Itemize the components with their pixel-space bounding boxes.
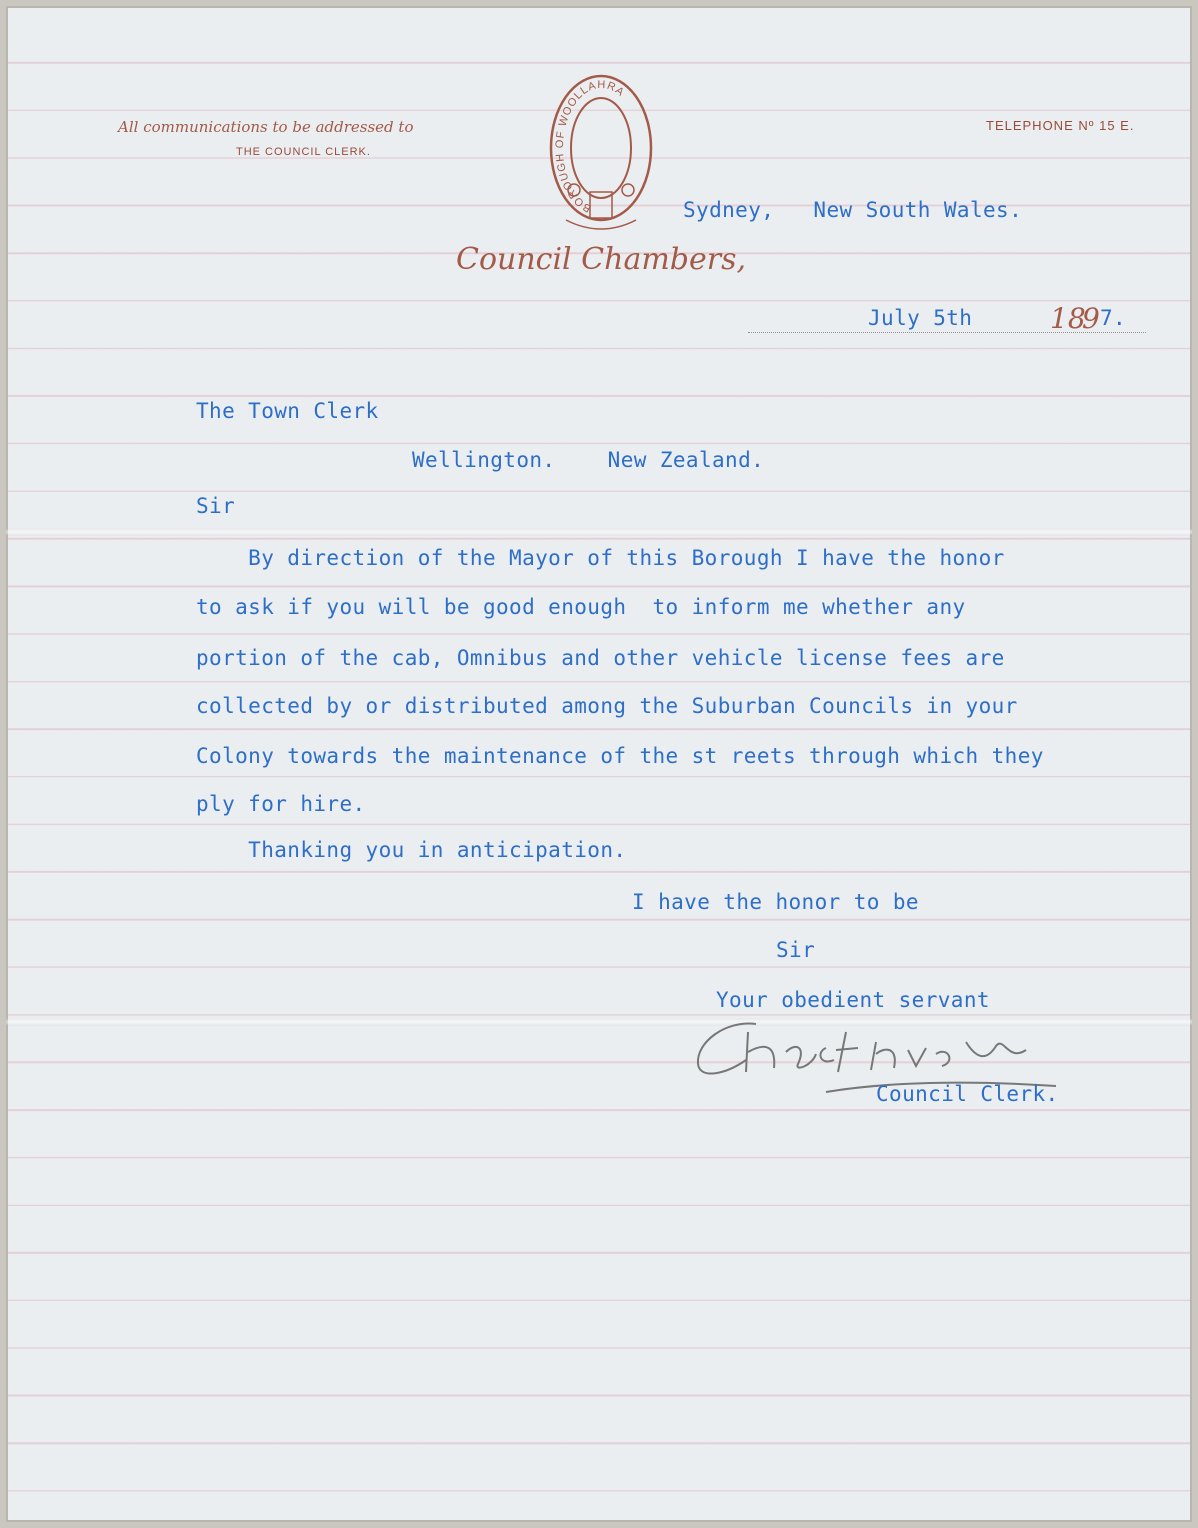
body-line: portion of the cab, Omnibus and other vehicle license fees are <box>196 646 1005 670</box>
signatory-title: Council Clerk. <box>876 1082 1059 1106</box>
date-typed: July 5th <box>868 306 973 330</box>
body-line: collected by or distributed among the Suburban Councils in your <box>196 694 1018 718</box>
recipient-location: Wellington. New Zealand. <box>412 448 765 472</box>
body-line: By direction of the Mayor of this Borough I have the honor <box>196 546 1005 570</box>
date-year-printed: 18 <box>1050 302 1086 335</box>
place-line: Sydney, New South Wales. <box>683 198 1023 222</box>
fold-crease <box>6 528 1192 536</box>
closing-salutation: Sir <box>776 938 816 962</box>
body-line: to ask if you will be good enough to inform me whether any <box>196 595 966 619</box>
body-line: Thanking you in anticipation. <box>196 838 627 862</box>
closing-servant: Your obedient servant <box>716 988 990 1012</box>
closing-line: I have the honor to be <box>632 890 919 914</box>
borough-seal-logo <box>546 70 656 240</box>
letter-sheet <box>6 6 1192 1522</box>
council-chambers-heading: Council Chambers, <box>456 242 747 277</box>
telephone-number: TELEPHONE Nº 15 E. <box>986 118 1135 133</box>
date-year-typed: 7. <box>1100 306 1127 330</box>
council-clerk-heading: THE COUNCIL CLERK. <box>236 146 371 158</box>
address-instruction: All communications to be addressed to <box>118 118 414 136</box>
body-line: Colony towards the maintenance of the st reets through which they <box>196 744 1044 768</box>
salutation: Sir <box>196 494 236 518</box>
recipient-title: The Town Clerk <box>196 399 379 423</box>
body-line: ply for hire. <box>196 792 366 816</box>
date-year-hand: 9 <box>1082 302 1100 335</box>
seal-text: BOROUGH OF WOOLLAHRA <box>553 78 627 215</box>
